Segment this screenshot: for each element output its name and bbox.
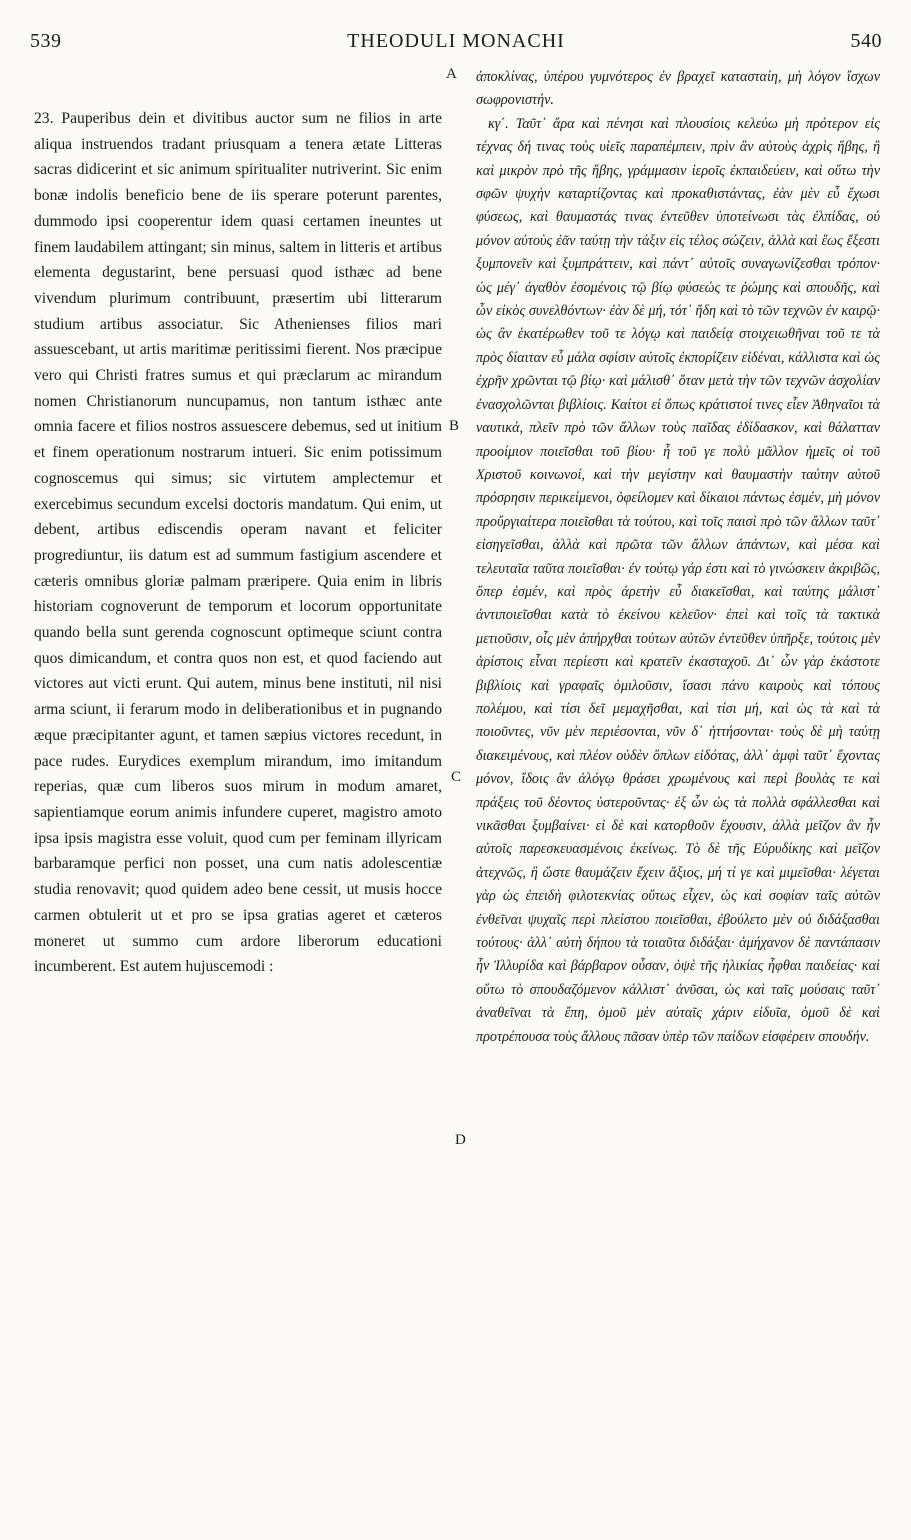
running-title: THEODULI MONACHI — [347, 30, 565, 52]
margin-letter-b: B — [449, 418, 460, 434]
margin-letter-c: C — [451, 769, 462, 785]
latin-column — [34, 106, 442, 980]
greek-intro-paragraph: ἀποκλίνας, ὑπέρου γυμνότερος ἐν βραχεῖ κατασταίη, μὴ λόγον ἴσχων σωφρονιστήν. — [476, 69, 880, 109]
margin-letter-d: D — [455, 1132, 466, 1148]
greek-paragraph: κγ΄. Ταῦτ᾿ ἄρα καὶ πένησι καὶ πλουσίοις κελεύω μὴ πρότερον εἰς τέχνας δή τινας τοὺς υἱεῖς παραπέμπειν, πρὶν ἂν αὐτοὺς ἀχρὶς ἥβης, ἢ καὶ μικρὸν πρὸ τῆς ἥβης, γράμμασιν ἱεροῖς ἐκπαιδεύειν, καὶ οὕτω τὴν σφῶν ψυχὴν καταρτίζοντας καὶ προκαθιστάντας, ἐὰν μὲν εὖ ἔχωσι φύσεως, καὶ θαυμαστάς τινας ἐντεῦθεν ὑποτείνωσι τὰς ἐλπίδας, οὐ μόνον αὐτοὺς ἐᾶν ταύτῃ τὴν τάξιν εἰς τέλος σώζειν, ἀλλὰ καὶ ἕως ἔξεστι ξυμπονεῖν καὶ ξυμπράττειν, καὶ πάντ᾿ αὐτοῖς συναγωνίζεσθαι τρόπον· ὡς μέγ᾿ ἀγαθὸν ἐσομένοις τῷ βίῳ φύσεώς τε ῥώμης καὶ σπουδῆς, καὶ ὧν εἰκὸς συνελθόντων· ἐὰν δὲ μή, τότ᾿ ἤδη καὶ τὸ τῶν τεχνῶν ἐν καιρῷ· ὡς ἂν ἑκατέρωθεν τοῦ τε λόγῳ καὶ παιδείᾳ στοιχειωθῆναι τοῦ τε τὰ πρὸς δίαιταν εὖ μάλα σφίσιν αὐτοῖς ἐκπορίζειν εἰδέναι, κάλλιστα καὶ ὡς ἐχρῆν χρῶνται τῷ βίῳ· καὶ μάλισθ᾿ ὅταν μετὰ τὴν τῶν τεχνῶν ἀσχολίαν ἐνασχολῶνται βιβλίοις. Καίτοι εἰ ὅπως κράτιστοί τινες εἶεν Ἀθηναῖοι τὰ ναυτικά, πλεῖν πρὸ τῶν ἄλλων τοὺς παῖδας ἐδίδασκον, καὶ θάλατταν προοίμιον ποιεῖσθαι τοῦ βίου· ἦ τοῦ γε πολὺ μᾶλλον ἡμεῖς οἱ τοῦ Χριστοῦ κοινωνοί, καὶ τὴν μεγίστην καὶ θαυμαστὴν ταύτην αὐτοῦ πρόσρησιν περικείμενοι, ὀφείλομεν καὶ δίκαιοι πάντως ἐσμέν, μὴ μόνον προὔργιαίτερα ποιεῖσθαι τὰ τούτου, καὶ τοῖς παισὶ πρὸ τῶν ἄλλων ταῦτ᾿ εἰσηγεῖσθαι, ἀλλὰ καὶ πρῶτα τῶν ἄλλων ἁπάντων, καὶ μέσα καὶ τελευταῖα ταῦτα ποιεῖσθαι· ἐν τούτῳ γάρ ἐστι καὶ τὸ γινώσκειν ἀκριβῶς, ὅπερ ἐσμέν, καὶ πρὸς ἀρετὴν εὖ διακεῖσθαι, καὶ ταύτης μάλιστ᾿ ἀντιποιεῖσθαι κατὰ τὸ ἐκείνου κελεῦον· ἐπεὶ καὶ τοῖς τὰ τακτικὰ μετιοῦσιν, οἷς μὲν ἀπήρχθαι τούτων αὐτῶν ἐντεῦθεν ὑπῆρξε, τούτοις μὲν ἀρίστοις εἶναι περίεστι καὶ κρατεῖν ἑκασταχοῦ. Δι᾿ ὧν γὰρ ἑκάστοτε βιβλίοις καὶ γραφαῖς ὁμιλοῦσιν, ἴσασι πάνυ καιροὺς καὶ τόπους πολέμου, καὶ τίσι δεῖ μεμαχῆσθαι, καὶ τίσι μή, καὶ ὡς τὰ καὶ τὰ ποιοῦντες, νῦν μὲν περιέσονται, νῦν δ᾿ ἡττήσονται· τοὺς δὲ μὴ ταύτῃ διακειμένους, καὶ πλέον οὐδὲν ὅπλων εἰδότας, ἀλλ᾿ ἀμφὶ ταῦτ᾿ ἔχοντας μόνον, ἴδοις ἂν ἀλόγῳ θράσει χρωμένους καὶ περὶ βουλὰς τε καὶ πράξεις τοῦ δέοντος ὑστεροῦντας· ἐξ ὧν ὡς τὰ πολλὰ σφάλλεσθαι καὶ νικᾶσθαι ξυμβαίνει· εἰ δὲ καὶ κατορθοῦν ἔχουσιν, ἀλλὰ μεῖζον ἂν ἦν αὐτοῖς παρεσκευασμένοις ἐκείνως. Τὸ δὲ τῆς Εὐρυδίκης καὶ μεῖζον ἀτεχνῶς, ἢ ὥστε θαυμάζειν ἔχειν ἄξιος, μή τί γε καὶ μιμεῖσθαι· λέγεται γὰρ ὡς ἐπειδὴ φιλοτεκνίας οὕτως εἶχεν, ὡς καὶ σοφίαν ταῖς αὐτῶν ἐνθεῖναι ψυχαῖς περὶ πλείστου ποιεῖσθαι, ἐβούλετο μὲν οὐ διδάξασθαι τούτους· ἀλλ᾿ αὐτὴ δήπου τὰ τοιαῦτα διδάξαι· ἀμήχανον δὲ παντάπασιν ἦν Ἰλλυρίδα καὶ βάρβαρον οὖσαν, ὀψὲ τῆς ἡλικίας ἧφθαι παιδείας· καὶ οὕτω τὸ σπουδαζόμενον κάλλιστ᾿ ἀνῦσαι, ὡς καὶ ταῖς μούσαις ταῦτ᾿ ἀναθεῖναι τὰ ἔπη, ὁμοῦ μὲν αὐταῖς χάριν εἰδυῖα, ὁμοῦ δὲ καὶ προτρέπουσα τοὺς ἄλλους πᾶσαν ὑπὲρ τῶν παίδων εἰσφέρειν σπουδήν. — [476, 115, 880, 1045]
page-number-left: 539 — [30, 30, 62, 52]
page-number-right: 540 — [850, 30, 882, 52]
page-header — [30, 30, 882, 60]
margin-letter-a: A — [446, 66, 457, 82]
greek-column — [476, 66, 880, 1049]
latin-paragraph: 23. Pauperibus dein et divitibus auctor sum ne filios in arte aliqua instruendos tradant priusquam a tenera ætate Litteras sacras didicerint et sic animum spiritualiter nutriverint. Sic enim bonæ indolis beneficio bene de iis sperare poterunt parentes, dummodo ipsi cooperentur idem quasi certamen ineuntes ut finem laudabilem attingant; sin minus, saltem in litteris et artibus elementa degustarint, bene persuasi quod isthæc ad bene vivendum plurimum contribuunt, præsertim ubi litterarum studium artibus associatur. Sic Athenienses filios mari assuescebant, ut artis maritimæ peritissimi fierent. Nos præcipue vero qui Christi fratres sumus et qui præclarum ac mirandum nomen Christianorum nuncupamus, non tantum isthæc ante omnia facere et filios nostros assuescere debemus, sed ut initium et finem operationum nostrarum intueri. Sic enim potissimum cognoscemus qui simus; sic virtutem amplectemur et exercebimus secundum excelsi doctoris mandatum. Qui enim, ut debent, artibus ediscendis operam navant et feliciter progrediuntur, iis datum est ad summum fastigium ascendere et cæteris omnibus gloriæ palmam præripere. Quia enim in libris historiam cognoverunt de temporum et locorum opportunitate quando bella sunt gerenda cognoscunt optimeque sciunt contra quos dimicandum, et contra quos non est, et quod faciendo aut victores aut victi erunt. Qui autem, minus bene instituti, nil nisi arma sciunt, ii ferarum modo in deliberationibus et in pugnando æque præcipitanter agunt, et tamen sæpius victores recedunt, in pace rudes. Eurydices exemplum mirandum, imo imitandum reperias, quæ cum liberos suos mirum in modum amaret, sapientiamque eorum animis infundere cuperet, magistro amoto ipsa ipsis magistra esse voluit, quod cum per feminam illyricam barbaramque perfici non posset, una cum natis adolescentiæ studia renovavit; quod quidem adeo bene cessit, ut musis hocce carmen obtulerit ut et pro se ipsa gratias ageret et cæteros moneret ut summo cum ardore liberorum educationi incumberent. Est autem hujuscemodi : — [34, 110, 442, 976]
